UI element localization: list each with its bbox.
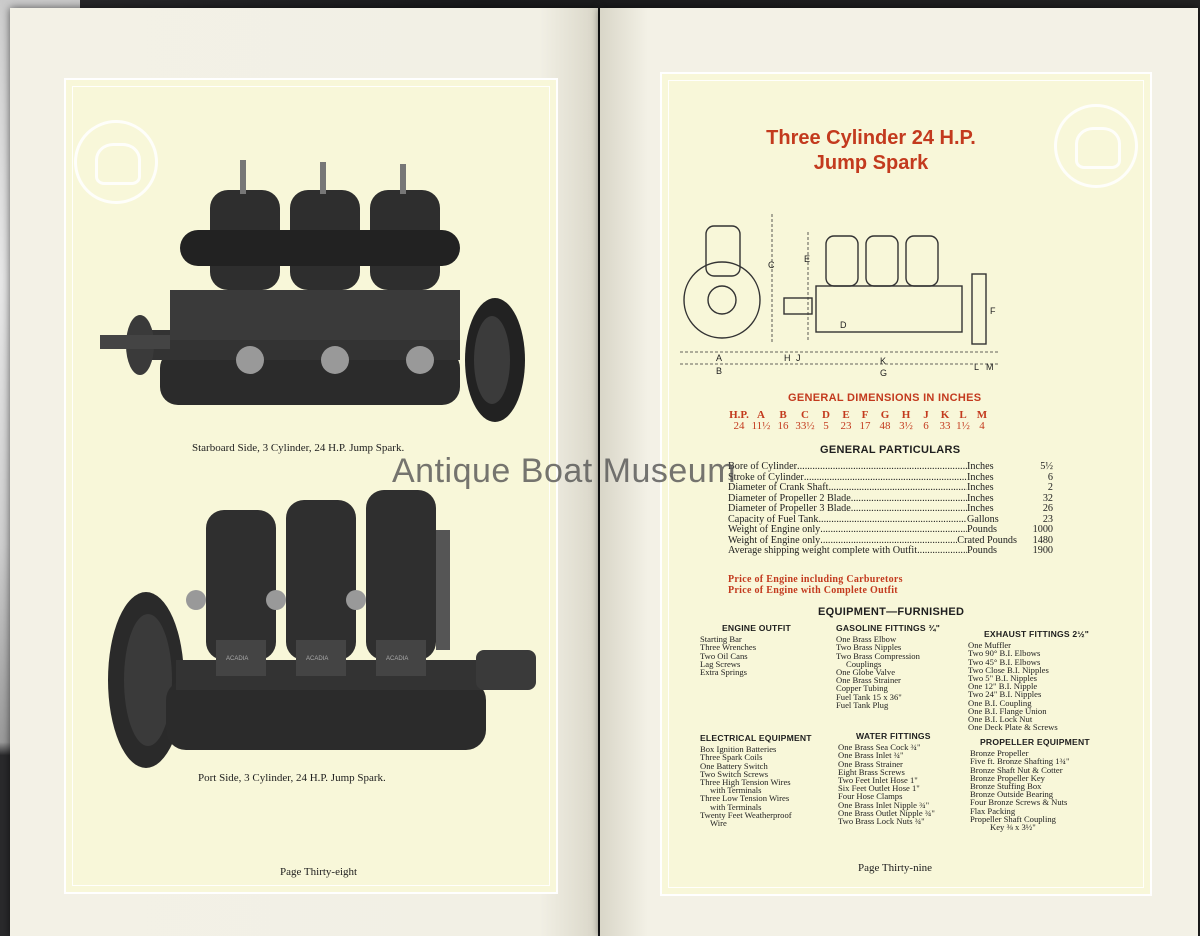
equipment-item: One Brass Sea Cock ¾" [838,742,921,753]
caption-starboard: Starboard Side, 3 Cylinder, 24 H.P. Jump Spark. [192,442,405,454]
dimension-value-cell: 6 [923,420,929,432]
diagram-label-B: B [716,366,723,376]
equipment-item: Fuel Tank Plug [836,699,889,710]
equipment-item: One Globe Valve [836,667,896,678]
exhaust-fittings-column [968,630,1089,731]
equipment-item: Propeller Shaft Coupling [970,813,1056,824]
exhaust-fittings-title: EXHAUST FITTINGS 2½" [984,629,1090,639]
particular-value: 1480 [1032,534,1053,546]
particular-unit: Crated Pounds [957,534,1017,546]
equipment-item: Two 24" B.I. Nipples [968,689,1042,700]
equipment-item: Two Brass Compression [836,650,920,661]
water-fittings-items [838,743,935,825]
dimension-header-cell: L [959,409,967,421]
equipment-item: Four Bronze Screws & Nuts [970,797,1068,808]
corner-ornament-icon [1054,104,1138,188]
equipment-item: with Terminals [710,785,762,796]
diagram-label-C: C [768,260,775,270]
equipment-item: Bronze Propeller [970,748,1029,759]
electrical-equipment-column [700,734,812,827]
propeller-equipment-title: PROPELLER EQUIPMENT [980,737,1090,747]
particular-unit: Gallons [967,513,999,525]
particular-unit: Pounds [967,545,998,556]
equipment-item: Flax Packing [970,805,1016,816]
particular-unit: Inches [967,503,994,514]
electrical-equipment-items [700,745,812,827]
particular-row [728,525,1053,536]
engine-plate-2: ACADIA [306,656,329,662]
equipment-item: Two Brass Lock Nuts ¾" [838,816,925,827]
water-fittings-title: WATER FITTINGS [856,731,931,741]
leader-dots [820,525,967,536]
leader-dots [851,494,967,505]
leader-dots [804,473,967,484]
dimension-header-cell: K [940,409,950,421]
engine-outfit-items [700,635,791,676]
diagram-label-K: K [880,356,887,366]
equipment-item: Two 45° B.I. Elbows [968,656,1041,667]
port-engine-illustration [106,490,536,790]
dimension-value-cell: 5 [823,420,829,432]
particular-row [728,546,1053,557]
equipment-item: Three Wrenches [700,642,757,653]
page-number-right: Page Thirty-nine [858,862,933,874]
dimension-header-cell: A [757,409,765,421]
water-fittings-column [838,732,935,825]
leader-dots [828,483,967,494]
equipment-item: One Brass Inlet Nipple ¾" [838,799,930,810]
equipment-item: Copper Tubing [836,683,888,694]
equipment-item: Four Hose Clamps [838,791,903,802]
particular-row [728,462,1053,473]
equipment-item: Bronze Stuffing Box [970,781,1042,792]
particular-value: 6 [1047,471,1053,483]
particular-label: Weight of Engine only [728,534,821,546]
equipment-item: Five ft. Bronze Shafting 1¾" [970,756,1070,767]
equipment-item: Two Switch Screws [700,768,769,779]
equipment-item: One Brass Outlet Nipple ¾" [838,807,935,818]
dimension-value-cell: 4 [979,420,985,432]
particular-value: 32 [1042,492,1053,504]
leader-dots [818,515,967,526]
dimension-header-cell: H [901,409,911,421]
particular-unit: Inches [967,482,994,493]
equipment-item: Couplings [846,658,882,669]
dimensions-value-row [728,421,992,432]
starboard-engine-illustration [100,160,540,430]
particular-label: Average shipping weight complete with Outfit [728,545,918,556]
equipment-item: Lag Screws [700,658,741,669]
particular-unit: Inches [967,492,994,504]
particular-unit: Inches [967,461,994,472]
dimension-header-cell: G [880,409,890,421]
dimension-header-cell: C [801,409,809,421]
equipment-item: Fuel Tank 15 x 36" [836,691,902,702]
diagram-label-J: J [796,353,801,363]
dimension-header-cell: B [779,409,787,421]
equipment-item: Bronze Shaft Nut & Cotter [970,764,1063,775]
equipment-item: Two Close B.I. Nipples [968,664,1049,675]
dimension-value-cell: 33 [939,420,951,432]
diagram-label-A: A [716,353,723,363]
equipment-item: Three Spark Coils [700,752,763,763]
particular-label: Stroke of Cylinder [728,471,804,483]
dimension-value-cell: 17 [859,420,871,432]
price-line-1: Price of Engine including Carburetors [728,574,903,585]
particular-unit: Pounds [967,524,998,535]
particular-value: 23 [1042,513,1053,525]
particular-label: Weight of Engine only [728,524,821,535]
particular-row [728,504,1053,515]
engine-outfit-column [700,624,791,676]
equipment-item: Two Oil Cans [700,650,748,661]
electrical-equipment-title: ELECTRICAL EQUIPMENT [700,733,812,743]
page-number-left: Page Thirty-eight [280,866,358,878]
diagram-label-D: D [840,320,847,330]
equipment-item: Two Feet Inlet Hose 1" [838,775,918,786]
diagram-label-L: L [974,362,980,372]
particular-value: 26 [1042,503,1053,514]
page-title [746,126,996,176]
equipment-item: One Deck Plate & Screws [968,722,1058,733]
particular-label: Diameter of Propeller 2 Blade [728,492,851,504]
equipment-item: Six Feet Outlet Hose 1" [838,783,920,794]
particular-unit: Inches [967,471,994,483]
exhaust-fittings-items [968,641,1089,731]
gasoline-fittings-items [836,635,940,709]
diagram-label-G: G [880,368,888,378]
engine-outfit-title: ENGINE OUTFIT [722,623,791,633]
particular-label: Diameter of Propeller 3 Blade [728,503,851,514]
propeller-equipment-items [970,749,1090,831]
equipment-item: Two Brass Nipples [836,642,902,653]
equipment-item: One B.I. Lock Nut [968,714,1033,725]
particular-value: 1000 [1032,524,1053,535]
equipment-item: Bronze Outside Bearing [970,789,1054,800]
dimension-header-cell: E [842,409,850,421]
equipment-item: One B.I. Coupling [968,697,1032,708]
dimension-header-cell: J [923,409,929,421]
equipment-item: Twenty Feet Weatherproof [700,809,792,820]
equipment-item: One B.I. Flange Union [968,705,1047,716]
particular-value: 1900 [1032,545,1053,556]
dimension-value-cell: 16 [777,420,789,432]
equipment-item: Box Ignition Batteries [700,744,777,755]
dimensions-heading: GENERAL DIMENSIONS IN INCHES [788,392,982,404]
equipment-item: Starting Bar [700,634,742,645]
equipment-item: Key ⅜ x 3½" [990,822,1036,833]
particulars-list [728,462,1053,557]
propeller-equipment-column [970,738,1090,831]
equipment-item: Wire [710,818,727,829]
leader-dots [851,504,967,515]
equipment-item: Eight Brass Screws [838,766,905,777]
watermark: Antique Boat Museum [392,452,737,490]
dimensions-table [728,410,992,432]
dimension-value-cell: 3½ [899,420,913,432]
equipment-item: Two 5" B.I. Nipples [968,673,1038,684]
dimension-diagram [680,202,1010,386]
engine-plate-3: ACADIA [386,656,409,662]
equipment-item: Three High Tension Wires [700,777,791,788]
gasoline-fittings-title: GASOLINE FITTINGS ¾" [836,623,941,633]
equipment-item: One Brass Inlet ¾" [838,750,904,761]
equipment-item: One Battery Switch [700,760,768,771]
diagram-label-M: M [986,362,994,372]
dimension-header-cell: F [861,409,869,421]
dimension-value-cell: 1½ [956,420,970,432]
dimension-header-cell: H.P. [729,409,749,421]
particular-label: Diameter of Crank Shaft [728,482,829,493]
price-line-2: Price of Engine with Complete Outfit [728,585,898,596]
equipment-item: One Brass Strainer [836,675,901,686]
equipment-heading: EQUIPMENT—FURNISHED [818,606,965,618]
particular-label: Capacity of Fuel Tank [728,513,819,525]
particular-row [728,483,1053,494]
diagram-label-F: F [990,306,996,316]
equipment-item: Two 90° B.I. Elbows [968,648,1041,659]
engine-plate-1: ACADIA [226,656,249,662]
dimension-value-cell: 33½ [795,420,815,432]
dimension-value-cell: 11½ [751,420,771,432]
leader-dots [797,462,967,473]
dimension-value-cell: 24 [733,420,745,432]
equipment-item: One Muffler [968,640,1012,651]
particular-value: 5½ [1040,461,1053,472]
equipment-item: Three Low Tension Wires [700,793,790,804]
particular-value: 2 [1047,482,1053,493]
caption-port: Port Side, 3 Cylinder, 24 H.P. Jump Spark. [198,772,386,784]
equipment-item: One 12" B.I. Nipple [968,681,1038,692]
gasoline-fittings-column [836,624,940,709]
equipment-item: One Brass Strainer [838,758,903,769]
equipment-item: One Brass Elbow [836,634,897,645]
dimension-value-cell: 48 [879,420,891,432]
dimension-header-cell: D [822,409,830,421]
particulars-heading: GENERAL PARTICULARS [820,444,961,456]
equipment-item: Extra Springs [700,667,748,678]
leader-dots [917,546,967,557]
title-line-1: Three Cylinder 24 H.P. [766,127,976,149]
equipment-item: Bronze Propeller Key [970,772,1045,783]
diagram-label-E: E [804,254,811,264]
equipment-item: with Terminals [710,801,762,812]
dimension-header-cell: M [976,409,988,421]
diagram-label-H: H [784,353,791,363]
dimension-value-cell: 23 [840,420,852,432]
title-line-2: Jump Spark [813,152,929,174]
particular-label: Bore of Cylinder [728,461,798,472]
